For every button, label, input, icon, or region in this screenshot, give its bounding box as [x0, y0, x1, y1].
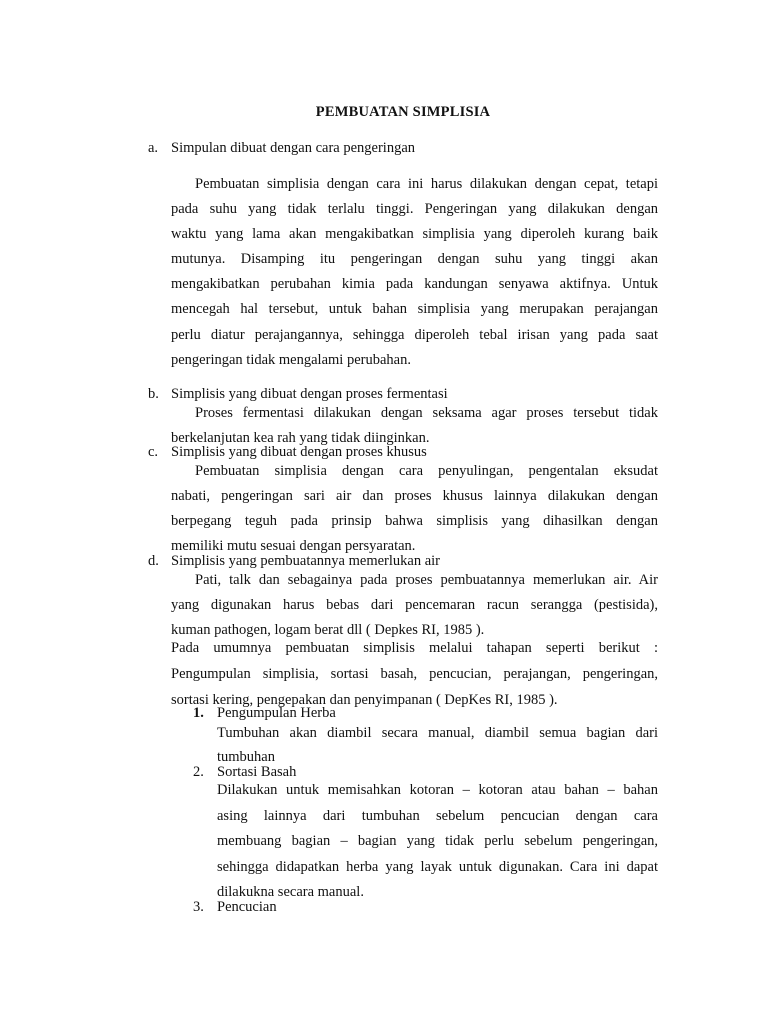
section-c-heading-text: Simplisis yang dibuat dengan proses khusus	[171, 444, 427, 460]
section-c-marker: c.	[148, 444, 159, 460]
section-d-paragraph	[171, 568, 658, 643]
step-1-heading-text: Pengumpulan Herba	[217, 705, 336, 721]
section-d-heading-text: Simplisis yang pembuatannya memerlukan air	[171, 553, 440, 569]
paragraph-line: Pada umumnya pembuatan simplisis melalui tahapan seperti berikut :	[171, 640, 658, 656]
paragraph-line: yang digunakan harus bebas dari pencemaran racun serangga (pestisida),	[171, 597, 658, 613]
section-b-marker: b.	[148, 386, 159, 402]
paragraph-line: dilakukna secara manual.	[217, 884, 364, 900]
paragraph-line: Pembuatan simplisia dengan cara ini harus dilakukan dengan cepat, tetapi	[195, 176, 658, 192]
paragraph-line: pada suhu yang tidak terlalu tinggi. Pengeringan yang dilakukan dengan	[171, 201, 658, 218]
paragraph-line: perlu diatur perajangannya, sehingga diperoleh tebal irisan yang pada saat	[171, 326, 658, 343]
step-1-heading	[193, 704, 663, 722]
paragraph-line: Pati, talk dan sebagainya pada proses pembuatannya memerlukan air. Air	[195, 572, 658, 588]
paragraph-line: sortasi kering, pengepakan dan penyimpanan ( DepKes RI, 1985 ).	[171, 692, 558, 708]
step-3-heading-text: Pencucian	[217, 899, 277, 915]
step-2-number: 2.	[193, 764, 204, 780]
step-1-number: 1.	[193, 705, 204, 721]
paragraph-line: berkelanjutan kea rah yang tidak diinginkan.	[171, 430, 430, 446]
paragraph-line: Tumbuhan akan diambil secara manual, diambil semua bagian dari	[217, 725, 658, 741]
paragraph-line: asing lainnya dari tumbuhan sebelum pencucian dengan cara	[217, 807, 658, 824]
general-paragraph	[171, 635, 658, 713]
paragraph-line: Pengumpulan simplisia, sortasi basah, pencucian, perajangan, pengeringan,	[171, 666, 658, 682]
step-3-number: 3.	[193, 899, 204, 915]
paragraph-line: mencegah hal tersebut, untuk bahan simplisia yang merupakan perajangan	[171, 301, 658, 318]
step-3-heading	[193, 898, 663, 916]
paragraph-line: mutunya. Disamping itu pengeringan dengan suhu yang tinggi akan	[171, 251, 658, 268]
step-2-paragraph	[217, 778, 658, 906]
section-a-heading	[148, 139, 668, 157]
section-c-paragraph	[171, 459, 658, 559]
paragraph-line: memiliki mutu sesuai dengan persyaratan.	[171, 538, 416, 554]
paragraph-line: Proses fermentasi dilakukan dengan seksama agar proses tersebut tidak	[195, 405, 658, 421]
paragraph-line: Dilakukan untuk memisahkan kotoran – kotoran atau bahan – bahan	[217, 782, 658, 798]
paragraph-line: waktu yang lama akan mengakibatkan simplisia yang diperoleh kurang baik	[171, 226, 658, 243]
section-a-heading-text: Simpulan dibuat dengan cara pengeringan	[171, 140, 416, 156]
paragraph-line: berpegang teguh pada prinsip bahwa simplisis yang dihasilkan dengan	[171, 513, 658, 529]
paragraph-line: sehingga didapatkan herba yang layak untuk digunakan. Cara ini dapat	[217, 858, 658, 875]
document-title: PEMBUATAN SIMPLISIA	[315, 104, 491, 120]
section-a-paragraph	[171, 172, 658, 373]
section-b-heading-text: Simplisis yang dibuat dengan proses fermentasi	[171, 386, 448, 402]
paragraph-line: tumbuhan	[217, 749, 275, 765]
paragraph-line: kuman pathogen, logam berat dll ( Depkes RI, 1985 ).	[171, 622, 485, 638]
step-1-paragraph	[217, 721, 658, 769]
paragraph-line: mengakibatkan perubahan kimia pada kandungan senyawa aktifnya. Untuk	[171, 276, 658, 293]
section-a-marker: a.	[148, 140, 159, 156]
step-2-heading-text: Sortasi Basah	[217, 764, 297, 780]
paragraph-line: Pembuatan simplisia dengan cara penyulingan, pengentalan eksudat	[195, 463, 658, 479]
section-d-marker: d.	[148, 553, 159, 569]
paragraph-line: membuang bagian – bagian yang tidak perlu sebelum pengeringan,	[217, 833, 658, 849]
paragraph-line: nabati, pengeringan sari air dan proses khusus lainnya dilakukan dengan	[171, 488, 658, 504]
paragraph-line: pengeringan tidak mengalami perubahan.	[171, 351, 411, 368]
